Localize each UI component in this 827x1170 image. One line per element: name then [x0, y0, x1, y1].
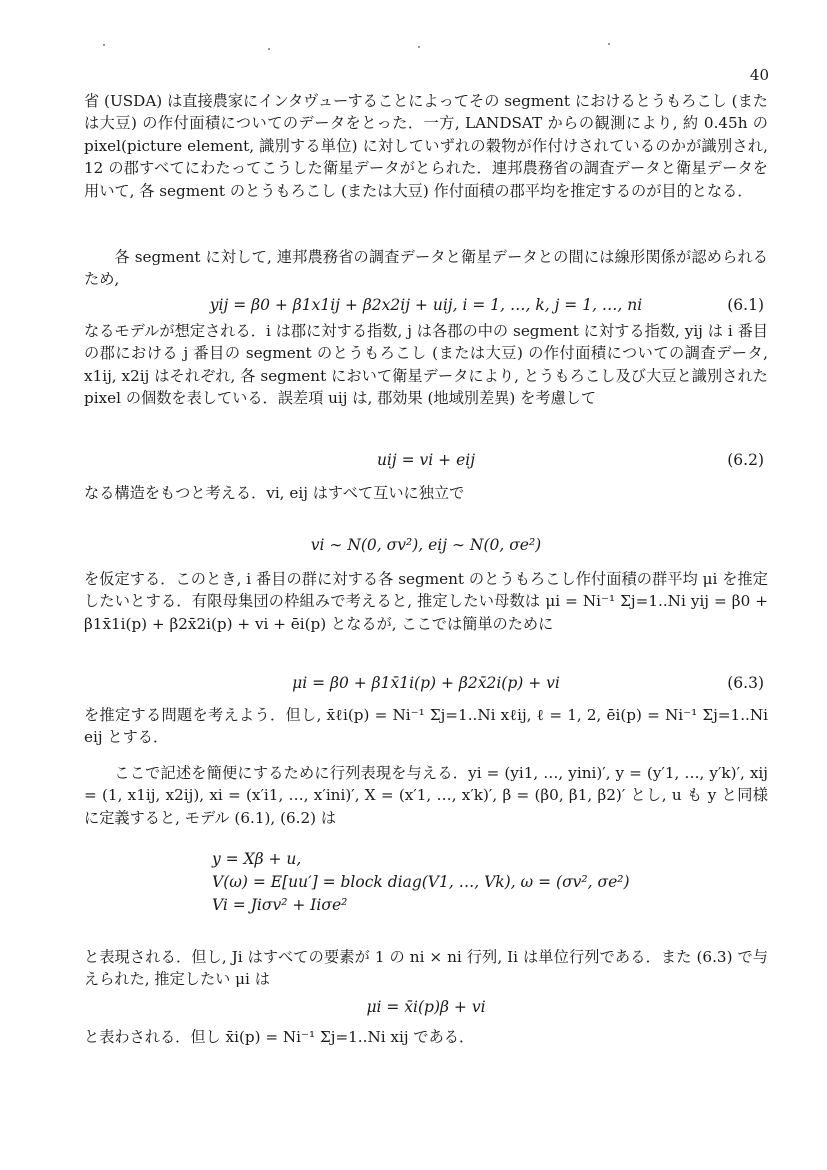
equation-6-2-number: (6.2)	[727, 451, 764, 469]
matrix-equation-block	[212, 850, 630, 919]
equation-distribution	[84, 536, 768, 562]
scan-speck	[268, 48, 270, 50]
paragraph-9: と表わされる．但し x̄i(p) = Ni⁻¹ Σj=1..Ni xij である．	[84, 1028, 475, 1046]
equation-6-1-body: yij = β0 + β1x1ij + β2x2ij + uij, i = 1, …, k, j = 1, …, ni	[209, 296, 643, 314]
page-number: 40	[749, 66, 769, 84]
scan-speck	[608, 43, 610, 45]
equation-6-3	[84, 674, 768, 700]
scan-speck	[103, 44, 105, 46]
equation-mu	[84, 998, 768, 1024]
matrix-equation-line-2: V(ω) = E[uu′] = block diag(V1, …, Vk), ω = (σv², σe²)	[212, 873, 630, 891]
equation-6-3-number: (6.3)	[727, 674, 764, 692]
paragraph-4: なる構造をもつと考える．vi, eij はすべて互いに独立で	[84, 484, 465, 502]
equation-6-1-number: (6.1)	[727, 296, 764, 314]
paragraph-5: を仮定する．このとき, i 番目の群に対する各 segment のとうもろこし作付面積の群平均 μi を推定したいとする．有限母集団の枠組みで考えると, 推定したい母数は μi = Ni⁻¹ Σj=1..Ni yij = β0 + β1x̄1i(p) + β2x̄2i(p) + vi + ēi(p) となるが, ここでは簡単のために	[84, 570, 768, 633]
equation-6-3-body: μi = β0 + β1x̄1i(p) + β2x̄2i(p) + vi	[292, 674, 560, 692]
equation-distribution-body: vi ∼ N(0, σv²), eij ∼ N(0, σe²)	[310, 536, 542, 554]
matrix-equation-line-1: y = Xβ + u,	[212, 850, 302, 868]
equation-6-1	[84, 296, 768, 322]
paragraph-3: なるモデルが想定される．i は郡に対する指数, j は各郡の中の segment に対する指数, yij は i 番目の郡における j 番目の segment のとうもろこし (または大豆) の作付面積についての調査データ, x1ij, x2ij はそれぞれ, 各 segment において衛星データにより, とうもろこし及び大豆と識別された pixel の個数を表している．誤差項 uij は, 郡効果 (地域別差異) を考慮して	[84, 322, 768, 408]
scan-speck	[418, 46, 420, 48]
paragraph-8: と表現される．但し, Ji はすべての要素が 1 の ni × ni 行列, Ii は単位行列である．また (6.3) で与えられた, 推定したい μi は	[84, 948, 768, 989]
paragraph-1: 省 (USDA) は直接農家にインタヴューすることによってその segment におけるとうもろこし (または大豆) の作付面積についてのデータをとった．一方, LANDSAT からの観測により, 約 0.45h の pixel(picture element, 識別する単位) に対していずれの穀物が作付けされているのかが識別され, 12 の郡すべてにわたってこうした衛星データがとられた．連邦農務省の調査データと衛星データを用いて, 各 segment のとうもろこし (または大豆) 作付面積の郡平均を推定するのが目的となる．	[84, 92, 768, 200]
paragraph-7: ここで記述を簡便にするために行列表現を与える．yi = (yi1, …, yini)′, y = (y′1, …, y′k)′, xij = (1, x1ij, x2ij), xi = (x′i1, …, x′ini)′, X = (x′1, …, x′k)′, β = (β0, β1, β2)′ とし, u も y と同様に定義すると, モデル (6.1), (6.2) は	[84, 764, 768, 827]
equation-6-2-body: uij = vi + eij	[376, 451, 476, 469]
equation-mu-body: μi = x̄i(p)β + vi	[366, 998, 486, 1016]
paragraph-6: を推定する問題を考えよう．但し, x̄ℓi(p) = Ni⁻¹ Σj=1..Ni xℓij, ℓ = 1, 2, ēi(p) = Ni⁻¹ Σj=1..Ni eij とする．	[84, 706, 768, 747]
matrix-equation-line-3: Vi = Jiσv² + Iiσe²	[212, 896, 348, 914]
paragraph-2: 各 segment に対して, 連邦農務省の調査データと衛星データとの間には線形関係が認められるため,	[84, 248, 768, 289]
equation-6-2	[84, 451, 768, 477]
